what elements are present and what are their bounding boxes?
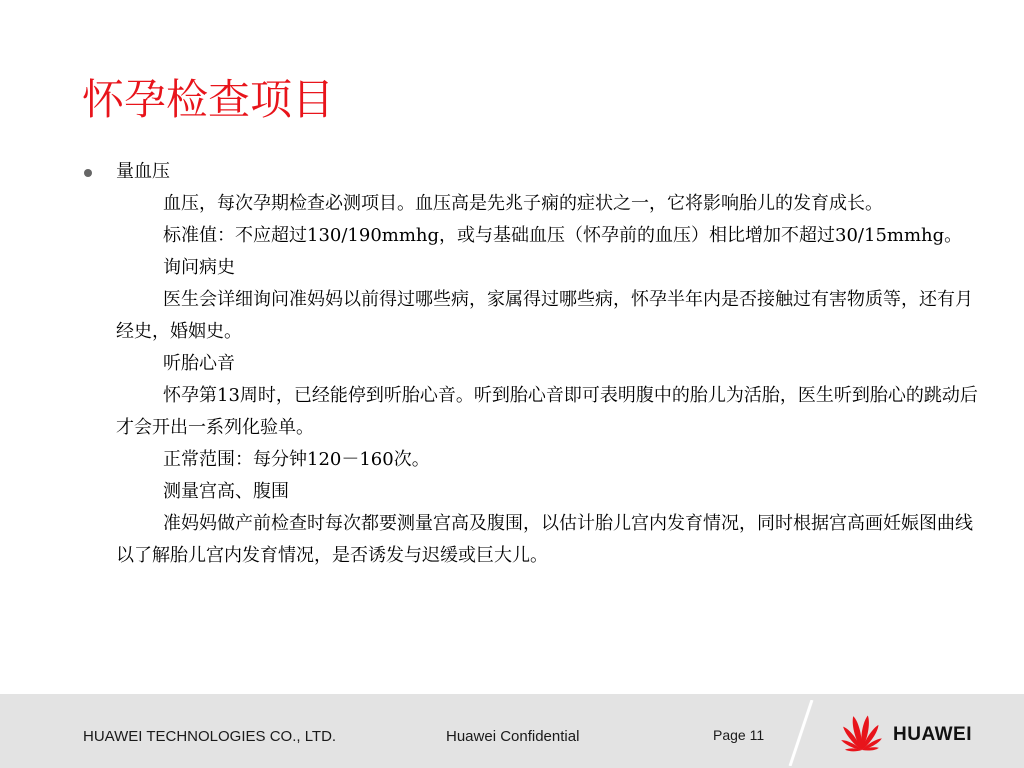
body-paragraph: 血压，每次孕期检查必测项目。血压高是先兆子痫的症状之一，它将影响胎儿的发育成长。 <box>163 193 883 214</box>
huawei-logo-text: HUAWEI <box>893 724 972 745</box>
body-paragraph: 怀孕第13周时，已经能停到听胎心音。听到胎心音即可表明腹中的胎儿为活胎，医生听到胎心的跳动后才会开出一系列化验单。 <box>116 385 978 438</box>
body-paragraph: 标准值：不应超过130/190mmhg，或与基础血压（怀孕前的血压）相比增加不超过30/15mmhg。 <box>163 225 963 246</box>
body-paragraph: 询问病史 <box>163 257 235 278</box>
bullet-heading: 量血压 <box>116 161 170 182</box>
body-paragraph: 准妈妈做产前检查时每次都要测量宫高及腹围，以估计胎儿宫内发育情况，同时根据宫高画妊娠图曲线以了解胎儿宫内发育情况，是否诱发与迟缓或巨大儿。 <box>116 513 973 566</box>
body-paragraph: 医生会详细询问准妈妈以前得过哪些病，家属得过哪些病，怀孕半年内是否接触过有害物质等，还有月经史，婚姻史。 <box>116 289 973 342</box>
body-paragraph: 测量宫高、腹围 <box>163 481 289 502</box>
footer-page-number: Page 11 <box>713 727 765 743</box>
bullet-dot-icon <box>84 169 92 177</box>
slide-body <box>116 156 984 572</box>
slide-footer <box>0 694 1024 768</box>
body-paragraph: 正常范围：每分钟120－160次。 <box>163 449 430 470</box>
slide-title: 怀孕检查项目 <box>82 75 335 124</box>
footer-separator-icon <box>786 700 816 766</box>
footer-confidential: Huawei Confidential <box>446 728 580 745</box>
body-paragraph: 听胎心音 <box>163 353 235 374</box>
huawei-petal-logo-icon <box>838 714 886 754</box>
footer-company: HUAWEI TECHNOLOGIES CO., LTD. <box>83 728 337 745</box>
